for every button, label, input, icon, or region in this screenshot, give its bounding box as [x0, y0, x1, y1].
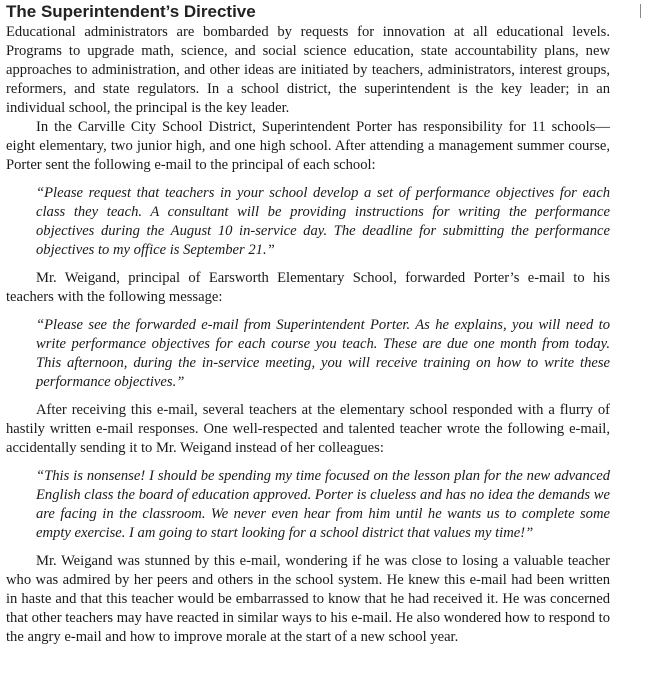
document-page [6, 2, 610, 647]
weigand-reaction-paragraph: Mr. Weigand was stunned by this e-mail, wondering if he was close to losing a valuable teacher who was admired by her peers and others in the school system. He knew this e-mail had been written in haste and that this teacher would be embarrassed to know that he had received it. He was concerned that other teachers may have reacted in similar ways to his e-mail. He also wondered how to respond to the angry e-mail and how to improve morale at the start of a new school year. [6, 553, 610, 645]
teacher-responses-paragraph: After receiving this e-mail, several teachers at the elementary school responded with a flurry of hastily written e-mail responses. One well-respected and talented teacher wrote the following e-mail, accidentally sending it to Mr. Weigand instead of her colleagues: [6, 402, 610, 456]
intro-paragraph: Educational administrators are bombarded by requests for innovation at all educational levels. Programs to upgrade math, science, and social science education, state accountability plans, new approaches to administration, and other ideas are initiated by teachers, administrators, interest groups, reformers, and state regulators. In a school district, the superintendent is the key leader; in an individual school, the principal is the key leader. [6, 24, 610, 116]
page-edge-mark [640, 4, 641, 18]
principal-email-quote: “Please see the forwarded e-mail from Superintendent Porter. As he explains, you will need to write performance objectives for each course you teach. These are due one month from today. This afternoon, during the in-service meeting, you will receive training on how to write these performance objectives.” [36, 317, 610, 390]
weigand-forward-paragraph: Mr. Weigand, principal of Earsworth Elementary School, forwarded Porter’s e-mail to his teachers with the following message: [6, 270, 610, 305]
case-title: The Superintendent’s Directive [6, 2, 256, 21]
porter-context-paragraph: In the Carville City School District, Superintendent Porter has responsibility for 11 schools—eight elementary, two junior high, and one high school. After attending a management summer course, Porter sent the following e-mail to the principal of each school: [6, 119, 610, 173]
teacher-email-quote: “This is nonsense! I should be spending my time focused on the lesson plan for the new advanced English class the board of education approved. Porter is clueless and has no idea the demands we are facing in the classroom. We never even hear from him until he wants us to complete some empty exercise. I am going to start looking for a school district that values my time!” [36, 468, 610, 541]
superintendent-email-quote: “Please request that teachers in your school develop a set of performance objectives for each class they teach. A consultant will be providing instructions for writing the performance objectives during the August 10 in-service day. The deadline for submitting the performance objectives to my office is September 21.” [36, 185, 610, 258]
